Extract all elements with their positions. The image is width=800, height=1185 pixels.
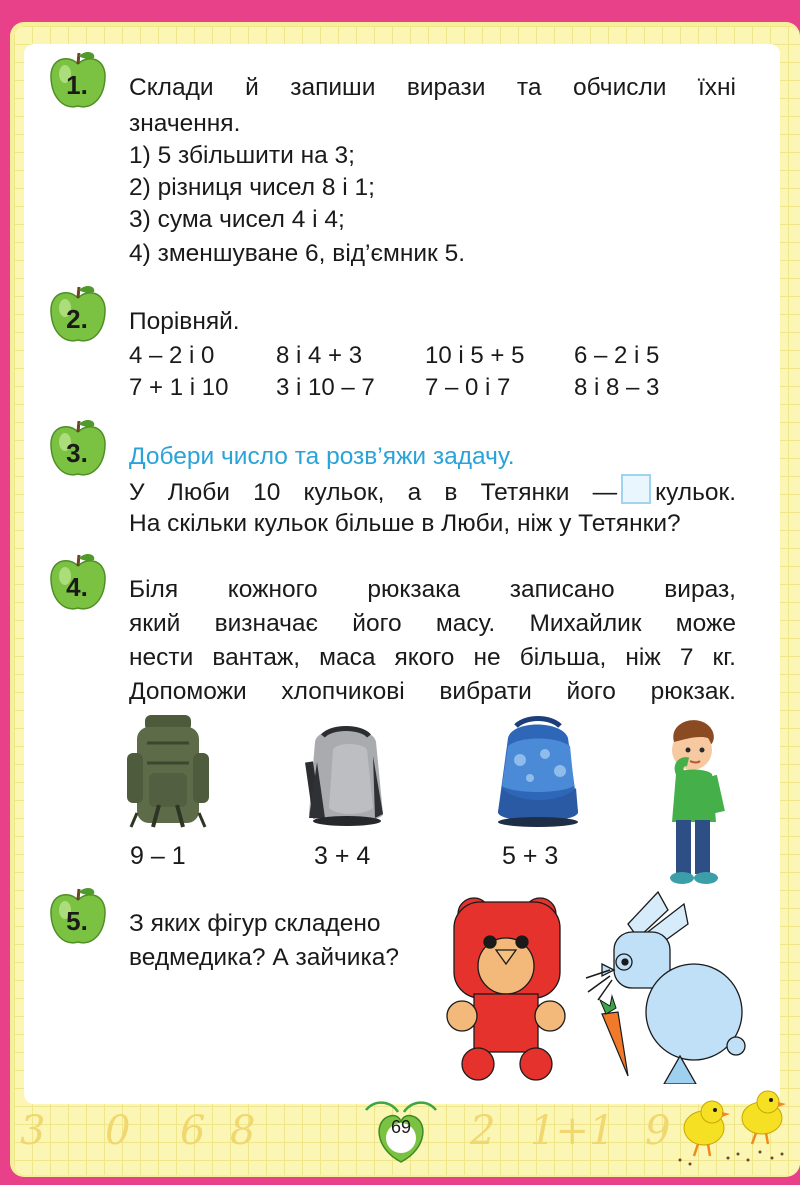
decor-number: 0 (105, 1108, 131, 1154)
task-number: 5. (66, 906, 88, 936)
task-number: 4. (66, 572, 88, 602)
task-1-item: 2) різниця чисел 8 і 1; (129, 174, 375, 201)
task-1-item: 4) зменшуване 6, від’ємник 5. (129, 240, 466, 267)
task-3-text-part: У Люби 10 кульок, а в Тетянки — (129, 479, 618, 506)
task-3-marker (48, 418, 108, 482)
decor-number: 9 (645, 1108, 671, 1154)
task-3-text-line: На скільки кульок більше в Люби, ніж у Тетянки? (129, 510, 681, 537)
backpack-expression: 9 – 1 (130, 842, 186, 870)
decor-number: 2 (470, 1108, 496, 1154)
decor-number: 3 (20, 1108, 46, 1154)
comparison: 7 – 0 і 7 (425, 374, 511, 401)
comparison: 8 і 8 – 3 (574, 374, 660, 401)
task-2-title: Порівняй. (129, 308, 240, 335)
task-4-marker (48, 552, 108, 616)
backpack-icon (123, 713, 213, 828)
task-2-marker (48, 284, 108, 348)
comparison: 8 і 4 + 3 (276, 342, 363, 369)
task-5-text-line: З яких фігур складено (129, 910, 381, 937)
comparison: 10 і 5 + 5 (425, 342, 525, 369)
comparison: 4 – 2 і 0 (129, 342, 215, 369)
task-number: 3. (66, 438, 88, 468)
task-4-text-line: Біля кожного рюкзака записано вираз, (129, 576, 736, 603)
comparison: 3 і 10 – 7 (276, 374, 375, 401)
bunny-illustration (584, 888, 750, 1084)
decor-number: 8 (230, 1108, 256, 1154)
task-1-text-line: значення. (129, 110, 241, 137)
backpack-expression: 5 + 3 (502, 842, 559, 870)
page-number: 69 (390, 1117, 412, 1137)
task-5-text-line: ведмедика? А зайчика? (129, 944, 400, 971)
task-1-item: 3) сума чисел 4 і 4; (129, 206, 345, 233)
backpack-icon (490, 716, 585, 828)
task-1-text-line: Склади й запиши вирази та обчисли їхні (129, 74, 736, 101)
task-4-text-line: Допоможи хлопчикові вибрати його рюкзак. (129, 678, 736, 705)
comparison: 6 – 2 і 5 (574, 342, 660, 369)
task-3-text-part: кульок. (655, 479, 736, 506)
backpack-icon (303, 722, 388, 827)
task-3-title: Добери число та розв’яжи задачу. (129, 443, 515, 470)
task-number: 1. (66, 70, 88, 100)
answer-box[interactable] (621, 474, 651, 504)
task-4-text-line: який визначає його масу. Михайлик може (129, 610, 736, 637)
boy-illustration (658, 716, 728, 888)
task-3-text-line (129, 474, 736, 509)
task-1-marker (48, 50, 108, 114)
comparison: 7 + 1 і 10 (129, 374, 229, 401)
decor-number: 1+1 (530, 1108, 615, 1154)
task-1-item: 1) 5 збільшити на 3; (129, 142, 355, 169)
bear-illustration (440, 894, 572, 1086)
decor-number: 6 (180, 1108, 206, 1154)
task-4-text-line: нести вантаж, маса якого не більша, ніж 7 кг. (129, 644, 736, 671)
backpack-expression: 3 + 4 (314, 842, 371, 870)
task-number: 2. (66, 304, 88, 334)
task-5-marker (48, 886, 108, 950)
chick-illustration (668, 1084, 793, 1166)
